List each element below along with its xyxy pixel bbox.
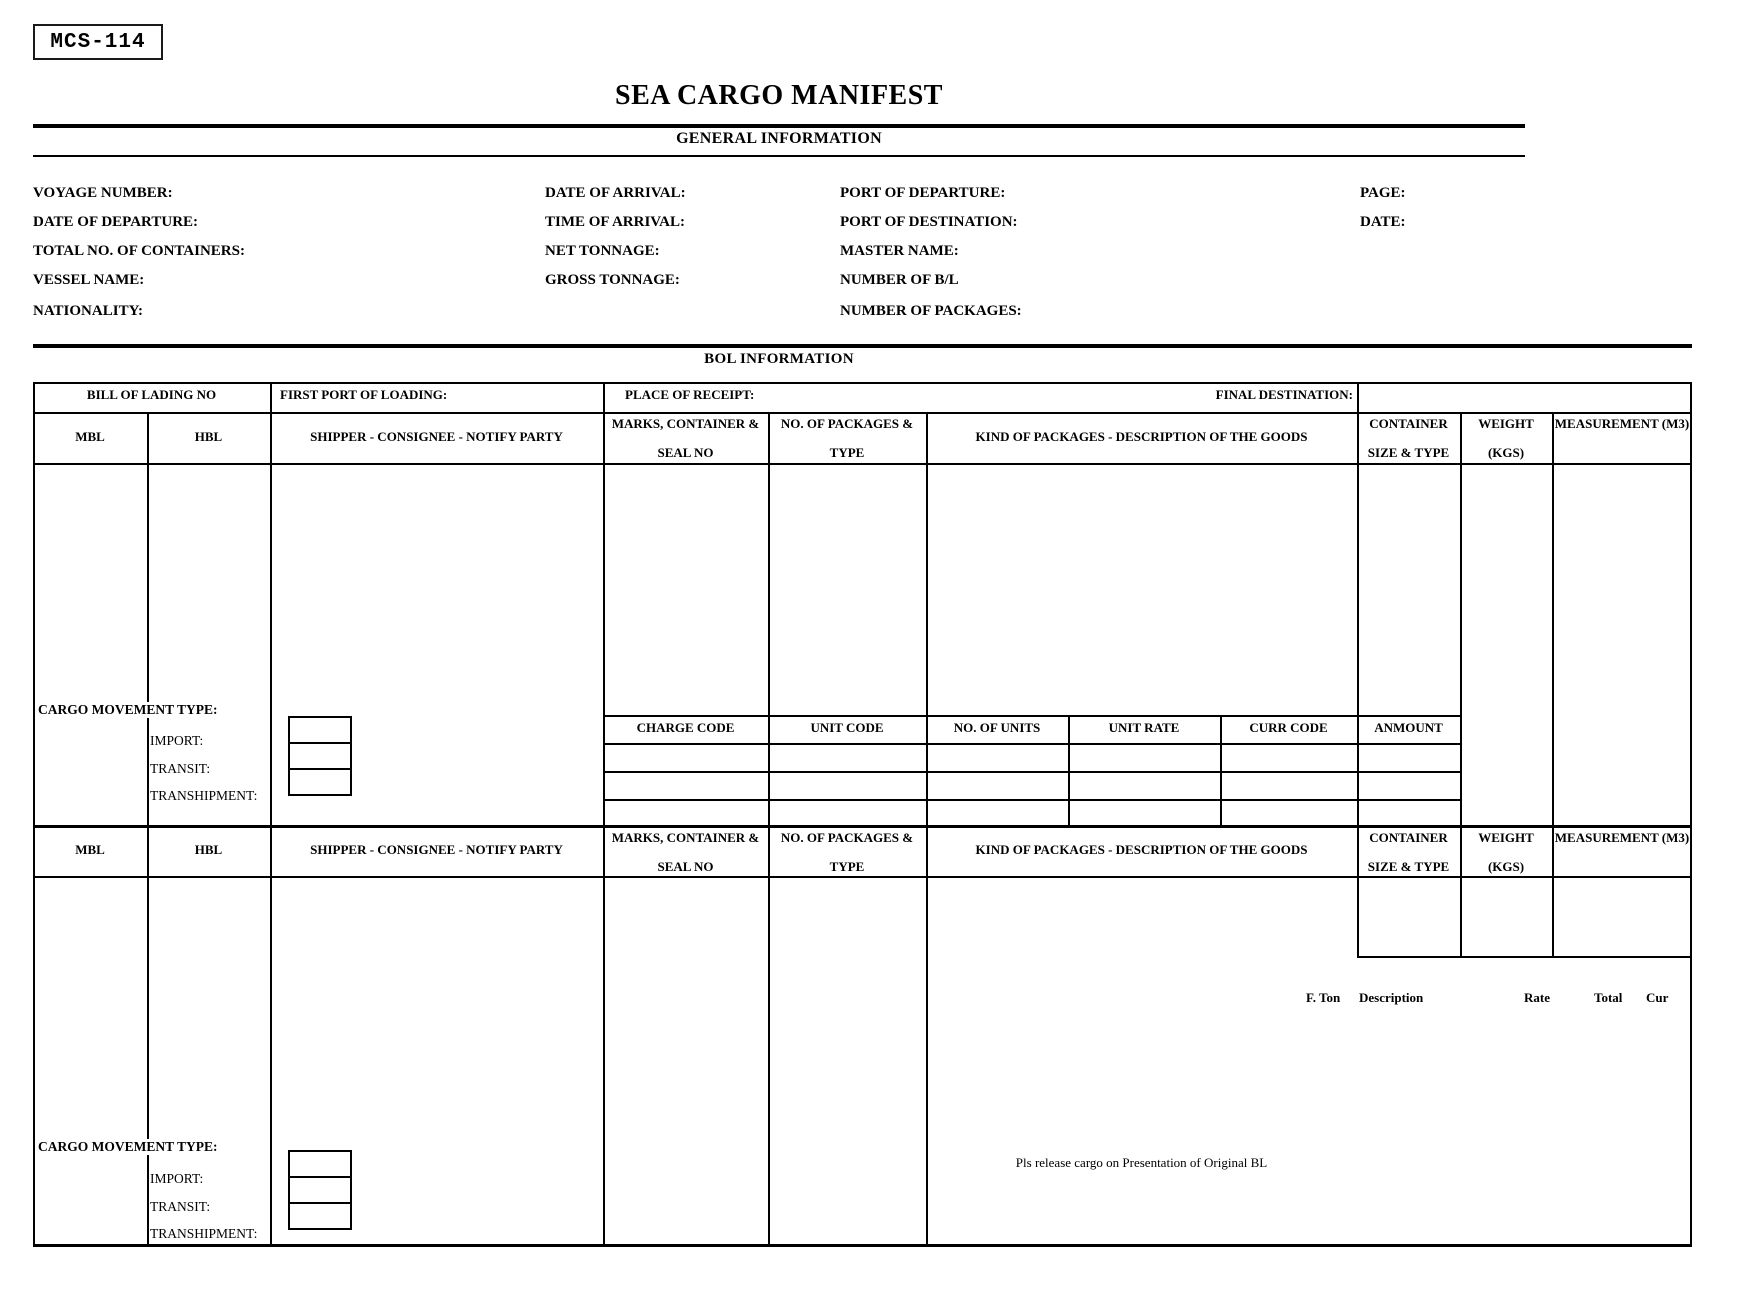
date-of-arrival-label: DATE OF ARRIVAL: — [545, 185, 686, 201]
container-header-line1: CONTAINER — [1369, 416, 1448, 431]
transit-checkbox-2[interactable] — [288, 1176, 352, 1204]
import-label: IMPORT: — [150, 733, 204, 748]
general-top-rule — [33, 124, 1525, 128]
no-of-units-header: NO. OF UNITS — [953, 720, 1041, 735]
marks-header-2-line2: SEAL NO — [657, 859, 714, 874]
port-of-departure-label: PORT OF DEPARTURE: — [840, 185, 1006, 201]
weight-header-2-line1: WEIGHT — [1478, 830, 1534, 845]
transit-label: TRANSIT: — [150, 761, 211, 776]
marks-header-line2: SEAL NO — [657, 445, 714, 460]
page-title: SEA CARGO MANIFEST — [615, 80, 943, 111]
unit-code-header: UNIT CODE — [810, 720, 884, 735]
transhipment-checkbox[interactable] — [288, 768, 352, 796]
form-code: MCS-114 — [50, 30, 146, 54]
total-containers-label: TOTAL NO. OF CONTAINERS: — [33, 243, 245, 259]
transit-label-2: TRANSIT: — [150, 1199, 211, 1214]
charge-table-hline — [603, 799, 1462, 801]
transhipment-label-2: TRANSHIPMENT: — [150, 1226, 258, 1241]
general-bottom-rule — [33, 155, 1525, 157]
page-label: PAGE: — [1360, 185, 1406, 201]
mbl-header: MBL — [75, 429, 105, 444]
transit-checkbox[interactable] — [288, 742, 352, 770]
charge-table-hline — [603, 743, 1462, 745]
table-vline — [603, 382, 605, 1244]
vessel-name-label: VESSEL NAME: — [33, 272, 145, 288]
container-header-2-line1: CONTAINER — [1369, 830, 1448, 845]
table-hline — [33, 876, 1692, 878]
shipper-header-2: SHIPPER - CONSIGNEE - NOTIFY PARTY — [310, 842, 563, 857]
date-of-departure-label: DATE OF DEPARTURE: — [33, 214, 199, 230]
cargo-movement-label-2: CARGO MOVEMENT TYPE: — [38, 1139, 223, 1155]
packages-header-2-line2: TYPE — [829, 859, 865, 874]
measurement-header: MEASUREMENT (M3) — [1554, 416, 1690, 431]
shipper-header: SHIPPER - CONSIGNEE - NOTIFY PARTY — [310, 429, 563, 444]
bol-heading: BOL INFORMATION — [704, 351, 854, 367]
table-hline — [1357, 956, 1692, 958]
first-port-header: FIRST PORT OF LOADING: — [280, 387, 448, 402]
number-of-packages-label: NUMBER OF PACKAGES: — [840, 303, 1022, 319]
table-hline — [33, 463, 1692, 465]
packages-header-2-line1: NO. OF PACKAGES & — [780, 830, 914, 845]
description-label: Description — [1359, 990, 1424, 1005]
hbl-header-2: HBL — [194, 842, 223, 857]
import-label-2: IMPORT: — [150, 1171, 204, 1186]
cargo-movement-label: CARGO MOVEMENT TYPE: — [38, 702, 223, 718]
port-of-destination-label: PORT OF DESTINATION: — [840, 214, 1018, 230]
nationality-label: NATIONALITY: — [33, 303, 144, 319]
unit-rate-header: UNIT RATE — [1108, 720, 1180, 735]
master-name-label: MASTER NAME: — [840, 243, 959, 259]
time-of-arrival-label: TIME OF ARRIVAL: — [545, 214, 686, 230]
form-code-box — [33, 24, 163, 60]
packages-header-line2: TYPE — [829, 445, 865, 460]
final-destination-header: FINAL DESTINATION: — [1215, 387, 1353, 402]
charge-table-hline — [603, 715, 1462, 717]
cargo-movement-checkboxes-2 — [288, 1150, 352, 1230]
date-label: DATE: — [1360, 214, 1406, 230]
net-tonnage-label: NET TONNAGE: — [545, 243, 660, 259]
cargo-movement-checkboxes — [288, 716, 352, 796]
bill-of-lading-header: BILL OF LADING NO — [86, 387, 217, 402]
measurement-header-2: MEASUREMENT (M3) — [1554, 830, 1690, 845]
kind-header-2: KIND OF PACKAGES - DESCRIPTION OF THE GOODS — [975, 842, 1308, 857]
weight-header-line1: WEIGHT — [1478, 416, 1534, 431]
table-hline — [33, 382, 1692, 384]
hbl-header: HBL — [194, 429, 223, 444]
block-divider-line — [33, 825, 1692, 828]
cur-label: Cur — [1646, 990, 1669, 1005]
place-of-receipt-header: PLACE OF RECEIPT: — [625, 387, 755, 402]
import-checkbox[interactable] — [288, 716, 352, 744]
table-vline — [926, 412, 928, 1244]
charge-table-hline — [603, 771, 1462, 773]
voyage-number-label: VOYAGE NUMBER: — [33, 185, 173, 201]
table-vline — [1460, 412, 1462, 958]
rate-label: Rate — [1524, 990, 1550, 1005]
table-right-border — [1690, 382, 1692, 1247]
transhipment-checkbox-2[interactable] — [288, 1202, 352, 1230]
table-vline — [270, 382, 272, 1244]
marks-header-line1: MARKS, CONTAINER & — [611, 416, 760, 431]
curr-code-header: CURR CODE — [1249, 720, 1328, 735]
charge-code-header: CHARGE CODE — [636, 720, 735, 735]
table-hline — [33, 412, 1692, 414]
weight-header-2-line2: (KGS) — [1487, 859, 1525, 874]
kind-header: KIND OF PACKAGES - DESCRIPTION OF THE GOODS — [975, 429, 1308, 444]
gross-tonnage-label: GROSS TONNAGE: — [545, 272, 680, 288]
table-vline — [147, 412, 149, 1244]
import-checkbox-2[interactable] — [288, 1150, 352, 1178]
container-header-line2: SIZE & TYPE — [1367, 445, 1450, 460]
release-note: Pls release cargo on Presentation of Original BL — [1015, 1155, 1268, 1170]
table-vline — [768, 412, 770, 1244]
table-vline — [1552, 412, 1554, 958]
total-label: Total — [1594, 990, 1623, 1005]
transhipment-label: TRANSHIPMENT: — [150, 788, 258, 803]
anmount-header: ANMOUNT — [1374, 720, 1443, 735]
bol-top-rule — [33, 344, 1692, 348]
fton-label: F. Ton — [1306, 990, 1341, 1005]
table-bottom-line — [33, 1244, 1692, 1247]
general-heading: GENERAL INFORMATION — [676, 130, 882, 147]
marks-header-2-line1: MARKS, CONTAINER & — [611, 830, 760, 845]
table-left-border — [33, 382, 35, 1247]
weight-header-line2: (KGS) — [1487, 445, 1525, 460]
number-of-bl-label: NUMBER OF B/L — [840, 272, 959, 288]
packages-header-line1: NO. OF PACKAGES & — [780, 416, 914, 431]
mbl-header-2: MBL — [75, 842, 105, 857]
container-header-2-line2: SIZE & TYPE — [1367, 859, 1450, 874]
